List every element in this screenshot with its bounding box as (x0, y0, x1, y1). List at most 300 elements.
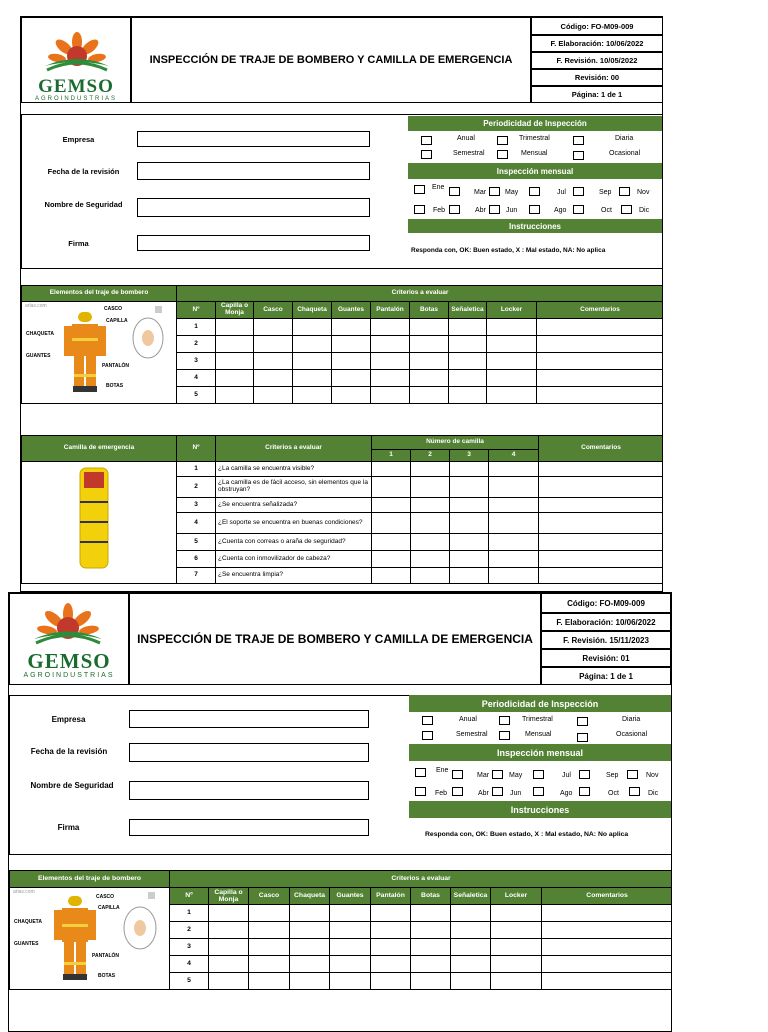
cell[interactable] (542, 939, 673, 956)
cell[interactable] (491, 939, 542, 956)
col-senaletica: Señaletica (449, 302, 487, 319)
camilla-col-comentarios: Comentarios (539, 436, 664, 462)
fecha-label: Fecha de la revisión (47, 167, 120, 176)
cell[interactable] (411, 477, 450, 498)
ene-checkbox[interactable] (415, 768, 426, 777)
camilla-row-number: 2 (177, 477, 216, 498)
mensual-checkbox[interactable] (497, 150, 508, 159)
trimestral-label: Trimestral (519, 135, 550, 142)
cell[interactable] (411, 973, 451, 990)
camilla-question: ¿Se encuentra limpia? (216, 568, 372, 584)
cell[interactable] (539, 513, 664, 534)
cell[interactable] (254, 387, 293, 404)
sep-checkbox[interactable] (619, 187, 630, 196)
col-senaletica: Señaletica (451, 888, 491, 905)
instrucciones-text: Responda con, OK: Buen estado, X : Mal estado, NA: No aplica (425, 831, 629, 838)
cell[interactable] (539, 534, 664, 551)
pantalon-label: PANTALÓN (102, 363, 130, 369)
cell[interactable] (371, 370, 410, 387)
doc-code: Código: FO-M09-009 (531, 17, 663, 35)
cell[interactable] (449, 336, 487, 353)
botas-label: BOTAS (106, 383, 124, 389)
camilla-question: ¿El soporte se encuentra en buenas condiciones? (216, 513, 372, 534)
col-chaqueta: Chaqueta (293, 302, 332, 319)
traje-row-number: 2 (170, 922, 209, 939)
cell[interactable] (254, 319, 293, 336)
cell[interactable] (539, 568, 664, 584)
nombre-input[interactable] (129, 781, 369, 800)
cell[interactable] (371, 387, 410, 404)
anual-label: Anual (457, 135, 475, 142)
cell[interactable] (450, 534, 489, 551)
cell[interactable] (539, 498, 664, 513)
cell[interactable] (293, 387, 332, 404)
camilla-question: ¿La camilla es de fácil acceso, sin elementos que la obstruyan? (216, 477, 372, 498)
nombre-input[interactable] (137, 198, 370, 217)
image-watermark: arlas.com (13, 889, 35, 895)
cell[interactable] (216, 370, 254, 387)
cell[interactable] (449, 319, 487, 336)
cell[interactable] (537, 336, 664, 353)
sep-label: Sep (599, 189, 612, 196)
camilla-numero-header: Número de camilla (372, 436, 539, 450)
jul-label: Jul (562, 772, 571, 779)
camilla-table (21, 435, 663, 584)
trimestral-checkbox[interactable] (497, 136, 508, 145)
sep-label: Sep (606, 772, 619, 779)
doc-revision: Revisión: 01 (541, 649, 671, 667)
camilla-col-no: Nº (177, 436, 216, 462)
fecha-input[interactable] (137, 162, 370, 180)
logo-subtitle: AGROINDUSTRIAS (34, 96, 117, 102)
may-checkbox[interactable] (533, 770, 544, 779)
cell[interactable] (410, 370, 449, 387)
ocasional-checkbox[interactable] (577, 733, 588, 742)
nov-label: Nov (637, 189, 650, 196)
cell[interactable] (539, 551, 664, 568)
page-title: INSPECCIÓN DE TRAJE DE BOMBERO Y CAMILLA DE EMERGENCIA (131, 17, 531, 103)
cell[interactable] (332, 353, 371, 370)
cell[interactable] (450, 498, 489, 513)
cell[interactable] (332, 370, 371, 387)
cell[interactable] (209, 905, 249, 922)
traje-row-number: 4 (177, 370, 216, 387)
cell[interactable] (542, 922, 673, 939)
stretcher-icon (22, 462, 177, 582)
camilla-row-number: 3 (177, 498, 216, 513)
ago-label: Ago (554, 207, 567, 214)
cell[interactable] (537, 353, 664, 370)
may-checkbox[interactable] (529, 187, 540, 196)
cell[interactable] (410, 387, 449, 404)
cell[interactable] (491, 956, 542, 973)
cell[interactable] (330, 905, 371, 922)
cell[interactable] (216, 319, 254, 336)
guantes-label: GUANTES (14, 941, 39, 947)
logo-subtitle: AGROINDUSTRIAS (23, 672, 115, 679)
instrucciones-header: Instrucciones (409, 801, 671, 818)
ago-checkbox[interactable] (573, 205, 584, 214)
col-comentarios: Comentarios (537, 302, 664, 319)
col-no: Nº (170, 888, 209, 905)
cell[interactable] (372, 534, 411, 551)
camilla-row-number: 7 (177, 568, 216, 584)
form-sheet-2 (8, 592, 672, 1032)
cell[interactable] (450, 568, 489, 584)
cell[interactable] (249, 973, 290, 990)
abr-label: Abr (475, 207, 486, 214)
chaqueta-label: CHAQUETA (26, 331, 54, 337)
mensual-header: Inspección mensual (409, 744, 671, 761)
cell[interactable] (487, 370, 537, 387)
doc-revision-date: F. Revisión. 15/11/2023 (541, 631, 671, 649)
cell[interactable] (489, 551, 539, 568)
cell[interactable] (449, 387, 487, 404)
cell[interactable] (411, 922, 451, 939)
cell[interactable] (537, 319, 664, 336)
camilla-section-title: Camilla de emergencia (22, 436, 177, 462)
cell[interactable] (372, 462, 411, 477)
traje-table (9, 870, 672, 990)
ocasional-label: Ocasional (616, 731, 648, 738)
cell[interactable] (209, 973, 249, 990)
cell[interactable] (330, 973, 371, 990)
firma-label: Firma (57, 823, 80, 832)
cell[interactable] (489, 498, 539, 513)
cell[interactable] (537, 370, 664, 387)
logo-box (21, 17, 131, 103)
mensual-checkbox[interactable] (499, 731, 510, 740)
col-pantalon: Pantalón (371, 888, 411, 905)
col-capilla: Capilla o Monja (209, 888, 249, 905)
mensual-label: Mensual (521, 150, 548, 157)
camilla-number-3: 3 (450, 450, 489, 462)
cell[interactable] (487, 387, 537, 404)
sep-checkbox[interactable] (627, 770, 638, 779)
cell[interactable] (539, 462, 664, 477)
mensual-header: Inspección mensual (408, 163, 662, 179)
col-capilla: Capilla o Monja (216, 302, 254, 319)
cell[interactable] (293, 353, 332, 370)
semestral-label: Semestral (456, 731, 488, 738)
cell[interactable] (209, 939, 249, 956)
cell[interactable] (371, 939, 411, 956)
cell[interactable] (411, 956, 451, 973)
firma-label: Firma (68, 239, 89, 248)
cell[interactable] (332, 336, 371, 353)
cell[interactable] (489, 534, 539, 551)
traje-row-number: 2 (177, 336, 216, 353)
traje-section-title: Elementos del traje de bombero (10, 871, 170, 888)
cell[interactable] (450, 551, 489, 568)
oct-checkbox[interactable] (629, 787, 640, 796)
abr-label: Abr (478, 790, 489, 797)
cell[interactable] (411, 498, 450, 513)
jul-checkbox[interactable] (579, 770, 590, 779)
doc-revision: Revisión: 00 (531, 69, 663, 86)
cell[interactable] (209, 922, 249, 939)
cell[interactable] (451, 939, 491, 956)
doc-revision-date: F. Revisión. 10/05/2022 (531, 52, 663, 69)
cell[interactable] (489, 462, 539, 477)
jun-label: Jun (510, 790, 522, 797)
cell[interactable] (371, 319, 410, 336)
dic-label: Dic (648, 790, 659, 797)
cell[interactable] (542, 956, 673, 973)
cell[interactable] (330, 956, 371, 973)
empresa-input[interactable] (129, 710, 369, 728)
col-guantes: Guantes (330, 888, 371, 905)
may-label: May (509, 772, 523, 779)
mar-checkbox[interactable] (452, 770, 463, 779)
cell[interactable] (410, 319, 449, 336)
camilla-number-1: 1 (372, 450, 411, 462)
cell[interactable] (254, 353, 293, 370)
bombero-image-cell (10, 888, 170, 990)
cell[interactable] (293, 370, 332, 387)
col-casco: Casco (254, 302, 293, 319)
cell[interactable] (249, 939, 290, 956)
cell[interactable] (254, 370, 293, 387)
oct-checkbox[interactable] (621, 205, 632, 214)
cell[interactable] (487, 353, 537, 370)
cell[interactable] (371, 922, 411, 939)
trimestral-checkbox[interactable] (499, 716, 510, 725)
anual-checkbox[interactable] (422, 716, 433, 725)
firefighter-suit-icon (10, 888, 170, 990)
traje-row-number: 5 (170, 973, 209, 990)
cell[interactable] (249, 922, 290, 939)
col-locker: Locker (491, 888, 542, 905)
semestral-checkbox[interactable] (422, 731, 433, 740)
cell[interactable] (410, 353, 449, 370)
trimestral-label: Trimestral (522, 716, 553, 723)
ago-label: Ago (560, 790, 573, 797)
camilla-question: ¿Cuenta con inmovilizador de cabeza? (216, 551, 372, 568)
doc-elaboration-date: F. Elaboración: 10/06/2022 (541, 613, 671, 631)
empresa-label: Empresa (62, 135, 95, 144)
cell[interactable] (411, 534, 450, 551)
capilla-label: CAPILLA (98, 905, 120, 911)
camilla-number-2: 2 (411, 450, 450, 462)
traje-row-number: 3 (170, 939, 209, 956)
fecha-input[interactable] (129, 743, 369, 762)
cell[interactable] (330, 922, 371, 939)
traje-row-number: 3 (177, 353, 216, 370)
ene-checkbox[interactable] (414, 185, 425, 194)
feb-label: Feb (433, 207, 446, 214)
doc-page: Página: 1 de 1 (541, 667, 671, 685)
image-watermark: arlas.com (25, 303, 47, 309)
cell[interactable] (539, 477, 664, 498)
cell[interactable] (216, 387, 254, 404)
cell[interactable] (371, 956, 411, 973)
bombero-image-cell (22, 302, 177, 404)
cell[interactable] (450, 513, 489, 534)
cell[interactable] (332, 387, 371, 404)
instrucciones-text: Responda con, OK: Buen estado, X : Mal estado, NA: No aplica (411, 247, 606, 254)
abr-checkbox[interactable] (452, 787, 463, 796)
cell[interactable] (451, 922, 491, 939)
cell[interactable] (449, 370, 487, 387)
mensual-label: Mensual (525, 731, 552, 738)
cell[interactable] (411, 513, 450, 534)
firma-input[interactable] (129, 819, 369, 836)
col-botas: Botas (410, 302, 449, 319)
cell[interactable] (372, 498, 411, 513)
diaria-checkbox[interactable] (573, 136, 584, 145)
periodicidad-header: Periodicidad de Inspección (409, 695, 671, 712)
cell[interactable] (542, 973, 673, 990)
mar-checkbox[interactable] (449, 187, 460, 196)
may-checkbox-left[interactable] (492, 770, 503, 779)
cell[interactable] (290, 939, 330, 956)
ene-label: Ene (436, 767, 449, 774)
feb-checkbox[interactable] (414, 205, 425, 214)
cell[interactable] (249, 905, 290, 922)
cell[interactable] (491, 905, 542, 922)
logo-name: GEMSO (27, 649, 111, 673)
page-title: INSPECCIÓN DE TRAJE DE BOMBERO Y CAMILLA DE EMERGENCIA (129, 593, 541, 685)
cell[interactable] (449, 353, 487, 370)
cell[interactable] (254, 336, 293, 353)
doc-code: Código: FO-M09-009 (541, 593, 671, 613)
form-sheet-1 (20, 16, 663, 592)
col-botas: Botas (411, 888, 451, 905)
traje-row-number: 4 (170, 956, 209, 973)
cell[interactable] (410, 336, 449, 353)
doc-page: Página: 1 de 1 (531, 86, 663, 103)
cell[interactable] (411, 905, 451, 922)
guantes-label: GUANTES (26, 353, 51, 359)
firma-input[interactable] (137, 235, 370, 251)
jun-checkbox-left[interactable] (489, 205, 500, 214)
camilla-question: ¿La camilla se encuentra visible? (216, 462, 372, 477)
cell[interactable] (451, 905, 491, 922)
cell[interactable] (451, 973, 491, 990)
cell[interactable] (371, 905, 411, 922)
col-casco: Casco (249, 888, 290, 905)
cell[interactable] (491, 973, 542, 990)
jul-checkbox[interactable] (573, 187, 584, 196)
semestral-checkbox[interactable] (421, 150, 432, 159)
diaria-checkbox[interactable] (577, 717, 588, 726)
cell[interactable] (450, 462, 489, 477)
traje-criterios-title: Criterios a evaluar (170, 871, 673, 888)
chaqueta-label: CHAQUETA (14, 919, 42, 925)
instrucciones-header: Instrucciones (408, 219, 662, 233)
jun-label: Jun (506, 207, 518, 214)
cell[interactable] (450, 477, 489, 498)
cell[interactable] (542, 905, 673, 922)
abr-checkbox[interactable] (449, 205, 460, 214)
ago-checkbox[interactable] (579, 787, 590, 796)
cell[interactable] (216, 353, 254, 370)
semestral-label: Semestral (453, 150, 485, 157)
cell[interactable] (372, 477, 411, 498)
cell[interactable] (290, 922, 330, 939)
cell[interactable] (372, 513, 411, 534)
diaria-label: Diaria (615, 135, 634, 142)
ocasional-checkbox[interactable] (573, 151, 584, 160)
cell[interactable] (489, 568, 539, 584)
cell[interactable] (371, 353, 410, 370)
oct-label: Oct (601, 207, 612, 214)
cell[interactable] (290, 973, 330, 990)
cell[interactable] (371, 336, 410, 353)
cell[interactable] (451, 956, 491, 973)
cell[interactable] (290, 956, 330, 973)
cell[interactable] (487, 336, 537, 353)
traje-row-number: 1 (177, 319, 216, 336)
cell[interactable] (371, 973, 411, 990)
cell[interactable] (411, 939, 451, 956)
casco-label: CASCO (96, 894, 115, 900)
cell[interactable] (411, 551, 450, 568)
cell[interactable] (216, 336, 254, 353)
traje-criterios-title: Criterios a evaluar (177, 286, 664, 302)
camilla-row-number: 5 (177, 534, 216, 551)
logo-name: GEMSO (38, 76, 114, 97)
cell[interactable] (372, 568, 411, 584)
casco-label: CASCO (104, 306, 123, 312)
ene-label: Ene (432, 184, 445, 191)
col-locker: Locker (487, 302, 537, 319)
camilla-number-4: 4 (489, 450, 539, 462)
nov-label: Nov (646, 772, 659, 779)
jun-checkbox[interactable] (533, 787, 544, 796)
empresa-input[interactable] (137, 131, 370, 147)
doc-elaboration-date: F. Elaboración: 10/06/2022 (531, 35, 663, 52)
nombre-label: Nombre de Seguridad (44, 200, 123, 209)
cell[interactable] (209, 956, 249, 973)
traje-section-title: Elementos del traje de bombero (22, 286, 177, 302)
cell[interactable] (330, 939, 371, 956)
cell[interactable] (372, 551, 411, 568)
cell[interactable] (411, 462, 450, 477)
jun-checkbox-left[interactable] (492, 787, 503, 796)
col-pantalon: Pantalón (371, 302, 410, 319)
cell[interactable] (249, 956, 290, 973)
pantalon-label: PANTALÓN (92, 953, 120, 959)
cell[interactable] (411, 568, 450, 584)
mar-label: Mar (477, 772, 490, 779)
anual-checkbox[interactable] (421, 136, 432, 145)
mar-label: Mar (474, 189, 487, 196)
cell[interactable] (290, 905, 330, 922)
traje-table (21, 285, 663, 404)
cell[interactable] (487, 319, 537, 336)
camilla-question: ¿Se encuentra señalizada? (216, 498, 372, 513)
empresa-label: Empresa (51, 715, 86, 724)
cell[interactable] (293, 319, 332, 336)
cell[interactable] (332, 319, 371, 336)
camilla-col-criterios: Criterios a evaluar (216, 436, 372, 462)
may-checkbox-left[interactable] (489, 187, 500, 196)
cell[interactable] (489, 477, 539, 498)
dic-label: Dic (639, 207, 650, 214)
firefighter-suit-icon (22, 302, 177, 402)
ocasional-label: Ocasional (609, 150, 641, 157)
cell[interactable] (293, 336, 332, 353)
cell[interactable] (489, 513, 539, 534)
cell[interactable] (537, 387, 664, 404)
cell[interactable] (491, 922, 542, 939)
feb-label: Feb (435, 790, 448, 797)
feb-checkbox[interactable] (415, 787, 426, 796)
jun-checkbox[interactable] (529, 205, 540, 214)
col-guantes: Guantes (332, 302, 371, 319)
